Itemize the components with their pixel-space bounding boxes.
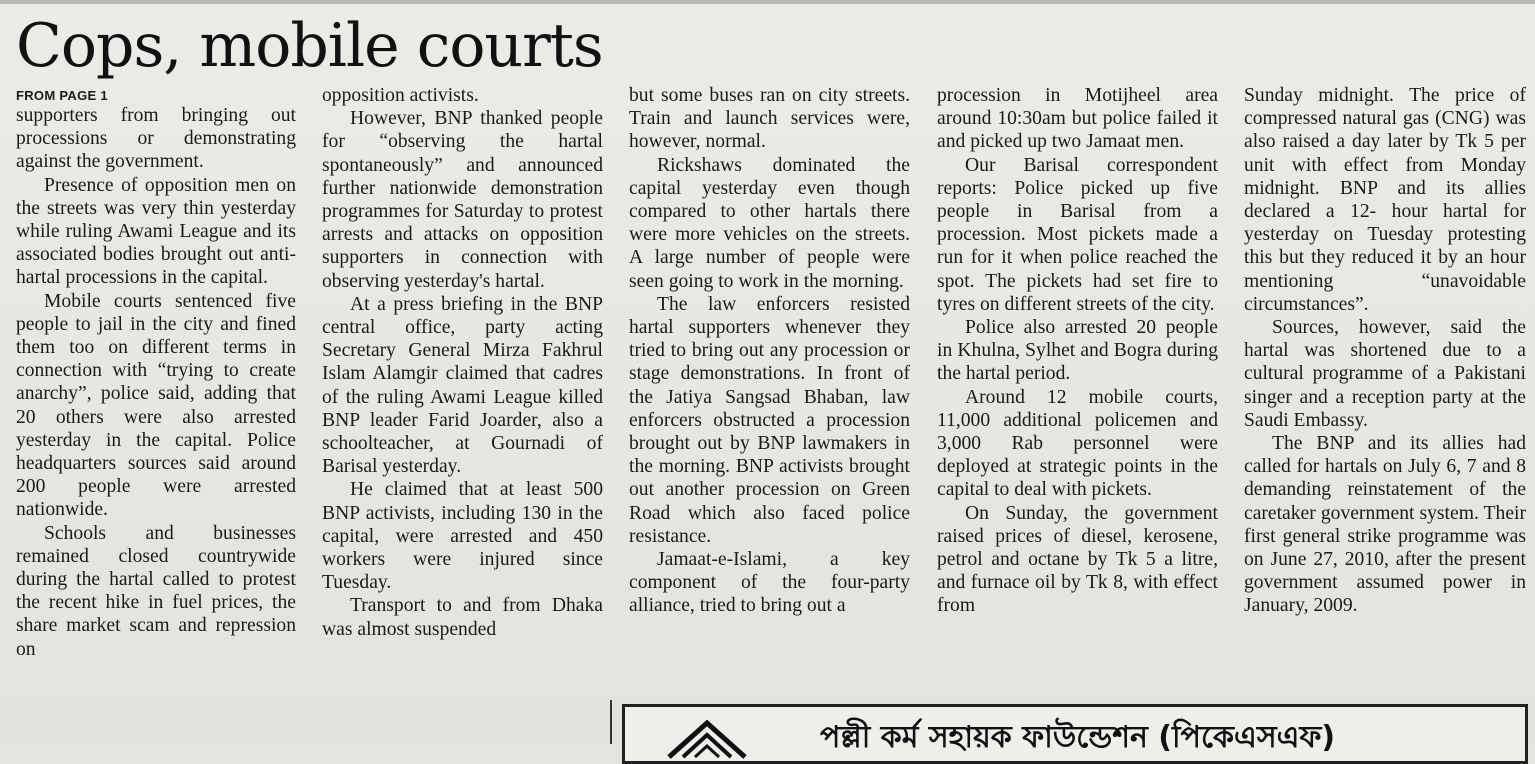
paragraph: Schools and businesses remained closed countrywide during the hartal called to protest the recent hike in fuel prices, the share market scam and repression on [16,522,296,660]
paragraph: He claimed that at least 500 BNP activists, including 130 in the capital, were arrested and 450 workers were injured since Tuesday. [322,479,603,594]
advertisement-box [622,704,1528,764]
advertisement-text: পল্লী কর্ম সহায়ক ফাউন্ডেশন (পিকেএসএফ) [820,720,1336,755]
article-column-3 [629,84,910,704]
paragraph: procession in Motijheel area around 10:30am but police failed it and picked up two Jamaat men. [937,85,1218,153]
paragraph: Our Barisal correspondent reports: Police picked up five people in Barisal from a procession. Most pickets made a run for it when police reached the spot. The pickets had set fire to tyres on different streets of the city. [937,154,1218,315]
paragraph: Jamaat-e-Islami, a key component of the four-party alliance, tried to bring out a [629,549,910,617]
paragraph: supporters from bringing out processions or demonstrating against the government. [16,105,296,173]
paragraph: On Sunday, the government raised prices of diesel, kerosene, petrol and octane by Tk 5 a litre, and furnace oil by Tk 8, with effect from [937,502,1218,617]
article-column-4 [937,84,1218,694]
column-divider [610,700,612,744]
top-rule [0,0,1535,4]
paragraph: Transport to and from Dhaka was almost suspended [322,595,603,640]
article-column-1 [16,84,296,744]
paragraph: However, BNP thanked people for “observing the hartal spontaneously” and announced further nationwide demonstration programmes for Saturday to protest arrests and attacks on opposition supporters in connection with observing yesterday's hartal. [322,108,603,292]
paragraph: Sunday midnight. The price of compressed natural gas (CNG) was also raised a day later by Tk 5 per unit with effect from Monday midnight. BNP and its allies declared a 12- hour hartal for yesterday on Tuesday protesting this but they reduced it by an hour mentioning “unavoidable circumstances”. [1244,85,1526,315]
paragraph: Rickshaws dominated the capital yesterday even though compared to other hartals there were more vehicles on the streets. A large number of people were seen going to work in the morning. [629,154,910,292]
paragraph: Sources, however, said the hartal was shortened due to a cultural programme of a Pakistani singer and a reception party at the Saudi Embassy. [1244,317,1526,431]
headline: Cops, mobile courts [16,11,603,81]
article-column-5 [1244,84,1526,694]
paragraph: Mobile courts sentenced five people to jail in the city and fined them too on different terms in connection with “trying to create anarchy”, police said, adding that 20 others were also arrested yesterday in the capital. Police headquarters sources said around 200 people were arrested nationwide. [16,290,296,521]
paragraph: opposition activists. [322,85,479,106]
pksf-logo-icon [667,719,747,759]
paragraph: The law enforcers resisted hartal supporters whenever they tried to bring out any procession or stage demonstrations. In front of the Jatiya Sangsad Bhaban, law enforcers obstructed a procession brought out by BNP lawmakers in the morning. BNP activists brought out another procession on Green Road which also faced police resistance. [629,293,910,547]
paragraph: Presence of opposition men on the streets was very thin yesterday while ruling Awami League and its associated bodies brought out anti-hartal processions in the capital. [16,174,296,289]
paragraph: Around 12 mobile courts, 11,000 additional policemen and 3,000 Rab personnel were deployed at strategic points in the capital to deal with pickets. [937,386,1218,501]
paragraph: The BNP and its allies had called for hartals on July 6, 7 and 8 demanding reinstatement of the caretaker government system. Their first general strike programme was on June 27, 2010, after the present government assumed power in January, 2009. [1244,433,1526,617]
paragraph: Police also arrested 20 people in Khulna, Sylhet and Bogra during the hartal period. [937,317,1218,385]
paragraph: At a press briefing in the BNP central office, party acting Secretary General Mirza Fakhrul Islam Alamgir claimed that cadres of the ruling Awami League killed BNP leader Farid Joarder, also a schoolteacher, at Gournadi of Barisal yesterday. [322,293,603,478]
kicker-label: FROM PAGE 1 [16,88,108,103]
paragraph: but some buses ran on city streets. Train and launch services were, however, normal. [629,85,910,153]
article-column-2 [322,84,603,704]
